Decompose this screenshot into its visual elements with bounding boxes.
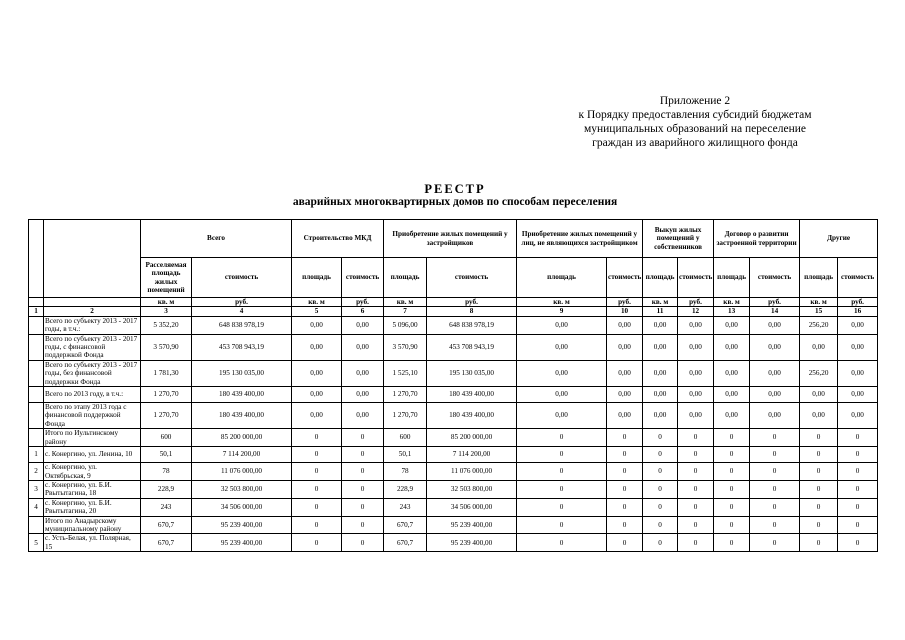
value-cell: 0 <box>643 463 678 481</box>
unit-cell: руб. <box>838 298 878 307</box>
value-cell: 453 708 943,19 <box>427 334 517 360</box>
group-header-row <box>29 220 878 258</box>
row-name-cell: Всего по этапу 2013 года с финансовой поддержкой Фонда <box>44 403 141 429</box>
value-cell: 0,00 <box>838 360 878 386</box>
value-cell: 3 570,90 <box>141 334 192 360</box>
value-cell: 95 239 400,00 <box>192 516 292 534</box>
value-cell: 32 503 800,00 <box>427 480 517 498</box>
table-row <box>29 447 878 463</box>
value-cell: 0 <box>517 463 607 481</box>
value-cell: 0,00 <box>800 334 838 360</box>
group-header: Приобретение жилых помещений у лиц, не являющихся застройщиком <box>517 220 643 258</box>
value-cell: 0 <box>750 429 800 447</box>
value-cell: 0,00 <box>678 360 714 386</box>
value-cell: 0 <box>342 534 384 552</box>
value-cell: 0 <box>714 463 750 481</box>
value-cell: 5 352,20 <box>141 316 192 334</box>
value-cell: 453 708 943,19 <box>192 334 292 360</box>
subheader-cell: стоимость <box>838 258 878 298</box>
group-header: Приобретение жилых помещений у застройщиков <box>384 220 517 258</box>
row-name-cell: Всего по 2013 году, в т.ч.: <box>44 387 141 403</box>
value-cell: 0 <box>342 498 384 516</box>
value-cell: 0,00 <box>607 360 643 386</box>
value-cell: 0,00 <box>292 316 342 334</box>
appendix-line: муниципальных образований на переселение <box>583 123 807 135</box>
value-cell: 0,00 <box>750 334 800 360</box>
unit-cell: кв. м <box>384 298 427 307</box>
value-cell: 11 076 000,00 <box>192 463 292 481</box>
value-cell: 0 <box>800 498 838 516</box>
value-cell: 256,20 <box>800 316 838 334</box>
value-cell: 0 <box>607 447 643 463</box>
value-cell: 0,00 <box>342 316 384 334</box>
column-number-cell: 8 <box>427 307 517 316</box>
value-cell: 50,1 <box>384 447 427 463</box>
value-cell: 0,00 <box>678 387 714 403</box>
value-cell: 180 439 400,00 <box>427 387 517 403</box>
value-cell: 0,00 <box>517 387 607 403</box>
column-number-cell: 14 <box>750 307 800 316</box>
column-number-cell: 16 <box>838 307 878 316</box>
value-cell: 1 270,70 <box>384 403 427 429</box>
value-cell: 0 <box>643 498 678 516</box>
value-cell: 0,00 <box>643 387 678 403</box>
value-cell: 85 200 000,00 <box>427 429 517 447</box>
registry-heading <box>200 183 710 209</box>
value-cell: 78 <box>141 463 192 481</box>
value-cell: 0 <box>838 498 878 516</box>
appendix-line: к Порядку предоставления субсидий бюджетам <box>578 109 812 121</box>
value-cell: 0 <box>838 429 878 447</box>
value-cell: 0 <box>800 534 838 552</box>
table-row <box>29 429 878 447</box>
value-cell: 0,00 <box>607 316 643 334</box>
unit-cell: кв. м <box>800 298 838 307</box>
subheader-cell: стоимость <box>427 258 517 298</box>
value-cell: 0,00 <box>714 316 750 334</box>
subheader-cell: стоимость <box>192 258 292 298</box>
value-cell: 0 <box>838 480 878 498</box>
value-cell: 0,00 <box>714 360 750 386</box>
value-cell: 0,00 <box>678 403 714 429</box>
column-number-cell: 10 <box>607 307 643 316</box>
value-cell: 0,00 <box>643 316 678 334</box>
value-cell: 0,00 <box>342 403 384 429</box>
value-cell: 600 <box>141 429 192 447</box>
unit-cell: руб. <box>607 298 643 307</box>
value-cell: 0,00 <box>643 403 678 429</box>
row-number-cell <box>29 403 44 429</box>
value-cell: 11 076 000,00 <box>427 463 517 481</box>
value-cell: 3 570,90 <box>384 334 427 360</box>
value-cell: 0,00 <box>342 387 384 403</box>
column-number-row <box>29 307 878 316</box>
value-cell: 0 <box>517 447 607 463</box>
value-cell: 95 239 400,00 <box>427 534 517 552</box>
subheader-cell: площадь <box>292 258 342 298</box>
value-cell: 78 <box>384 463 427 481</box>
row-name-cell: Всего по субъекту 2013 - 2017 годы, с финансовой поддержкой Фонда <box>44 334 141 360</box>
value-cell: 0 <box>517 516 607 534</box>
value-cell: 1 270,70 <box>141 403 192 429</box>
value-cell: 0 <box>342 447 384 463</box>
value-cell: 0 <box>800 480 838 498</box>
value-cell: 0,00 <box>714 334 750 360</box>
value-cell: 0 <box>292 498 342 516</box>
value-cell: 7 114 200,00 <box>427 447 517 463</box>
empty-unit-cell <box>44 298 141 307</box>
subheader-cell: Расселяемая площадь жилых помещений <box>141 258 192 298</box>
subheader-cell: стоимость <box>750 258 800 298</box>
table-body <box>29 316 878 551</box>
value-cell: 0 <box>607 463 643 481</box>
value-cell: 670,7 <box>384 534 427 552</box>
row-number-cell <box>29 334 44 360</box>
subheader-cell: площадь <box>643 258 678 298</box>
row-number-cell: 2 <box>29 463 44 481</box>
row-name-cell: с. Усть-Белая, ул. Полярная, 15 <box>44 534 141 552</box>
row-name-cell: Итого по Иультинскому району <box>44 429 141 447</box>
appendix-title: Приложение 2 <box>659 95 731 107</box>
value-cell: 0 <box>607 480 643 498</box>
value-cell: 0 <box>678 516 714 534</box>
column-number-cell: 13 <box>714 307 750 316</box>
value-cell: 95 239 400,00 <box>427 516 517 534</box>
value-cell: 0,00 <box>643 360 678 386</box>
value-cell: 180 439 400,00 <box>192 387 292 403</box>
value-cell: 0 <box>678 480 714 498</box>
value-cell: 0 <box>643 480 678 498</box>
column-number-cell: 7 <box>384 307 427 316</box>
value-cell: 85 200 000,00 <box>192 429 292 447</box>
table-row <box>29 316 878 334</box>
unit-cell: кв. м <box>141 298 192 307</box>
group-header: Выкуп жилых помещений у собственников <box>643 220 714 258</box>
row-number-cell: 1 <box>29 447 44 463</box>
value-cell: 228,9 <box>141 480 192 498</box>
unit-cell: кв. м <box>292 298 342 307</box>
value-cell: 0 <box>517 429 607 447</box>
unit-cell: руб. <box>678 298 714 307</box>
value-cell: 0 <box>838 516 878 534</box>
value-cell: 0 <box>517 480 607 498</box>
value-cell: 0 <box>292 480 342 498</box>
table-row <box>29 387 878 403</box>
registry-table <box>28 219 878 552</box>
row-number-cell <box>29 316 44 334</box>
subheader-cell: площадь <box>714 258 750 298</box>
row-number-cell <box>29 360 44 386</box>
row-name-cell: с. Конергино, ул. Б.И. Рвытытагина, 18 <box>44 480 141 498</box>
value-cell: 0 <box>292 516 342 534</box>
value-cell: 0,00 <box>607 403 643 429</box>
value-cell: 0 <box>342 429 384 447</box>
value-cell: 0,00 <box>607 334 643 360</box>
empty-header-cell <box>44 220 141 298</box>
value-cell: 0 <box>750 534 800 552</box>
value-cell: 0,00 <box>607 387 643 403</box>
value-cell: 0 <box>678 463 714 481</box>
value-cell: 0 <box>750 498 800 516</box>
value-cell: 228,9 <box>384 480 427 498</box>
value-cell: 0 <box>643 534 678 552</box>
empty-unit-cell <box>29 298 44 307</box>
empty-header-cell <box>29 220 44 298</box>
column-number-cell: 9 <box>517 307 607 316</box>
value-cell: 0 <box>838 447 878 463</box>
group-header: Всего <box>141 220 292 258</box>
value-cell: 0,00 <box>750 360 800 386</box>
value-cell: 256,20 <box>800 360 838 386</box>
value-cell: 180 439 400,00 <box>427 403 517 429</box>
value-cell: 0,00 <box>750 316 800 334</box>
value-cell: 0 <box>292 429 342 447</box>
value-cell: 0 <box>607 516 643 534</box>
value-cell: 0,00 <box>838 334 878 360</box>
value-cell: 0 <box>678 429 714 447</box>
value-cell: 0,00 <box>292 403 342 429</box>
value-cell: 95 239 400,00 <box>192 534 292 552</box>
unit-cell: руб. <box>192 298 292 307</box>
value-cell: 0 <box>750 463 800 481</box>
value-cell: 0 <box>714 429 750 447</box>
value-cell: 0,00 <box>800 403 838 429</box>
value-cell: 0 <box>838 534 878 552</box>
value-cell: 0,00 <box>517 403 607 429</box>
value-cell: 0 <box>714 447 750 463</box>
subheader-cell: площадь <box>517 258 607 298</box>
value-cell: 1 270,70 <box>384 387 427 403</box>
value-cell: 0 <box>678 534 714 552</box>
value-cell: 0 <box>607 498 643 516</box>
unit-cell: кв. м <box>714 298 750 307</box>
value-cell: 0 <box>714 480 750 498</box>
value-cell: 0 <box>714 516 750 534</box>
value-cell: 0,00 <box>750 387 800 403</box>
value-cell: 0 <box>800 429 838 447</box>
value-cell: 180 439 400,00 <box>192 403 292 429</box>
value-cell: 0,00 <box>678 316 714 334</box>
value-cell: 0,00 <box>678 334 714 360</box>
appendix-line: граждан из аварийного жилищного фонда <box>592 137 798 149</box>
value-cell: 0 <box>838 463 878 481</box>
column-number-cell: 1 <box>29 307 44 316</box>
subheader-cell: стоимость <box>342 258 384 298</box>
value-cell: 670,7 <box>141 516 192 534</box>
value-cell: 0 <box>292 463 342 481</box>
value-cell: 243 <box>141 498 192 516</box>
value-cell: 670,7 <box>141 534 192 552</box>
value-cell: 0,00 <box>838 316 878 334</box>
value-cell: 0,00 <box>342 360 384 386</box>
value-cell: 34 506 000,00 <box>192 498 292 516</box>
value-cell: 0,00 <box>643 334 678 360</box>
value-cell: 5 096,00 <box>384 316 427 334</box>
value-cell: 0,00 <box>292 334 342 360</box>
value-cell: 0 <box>800 463 838 481</box>
subheader-cell: стоимость <box>607 258 643 298</box>
row-number-cell: 5 <box>29 534 44 552</box>
table-row <box>29 480 878 498</box>
unit-row <box>29 298 878 307</box>
column-number-cell: 11 <box>643 307 678 316</box>
value-cell: 0,00 <box>517 360 607 386</box>
unit-cell: руб. <box>750 298 800 307</box>
unit-cell: руб. <box>342 298 384 307</box>
row-number-cell <box>29 516 44 534</box>
value-cell: 0 <box>342 480 384 498</box>
column-number-cell: 6 <box>342 307 384 316</box>
table-row <box>29 534 878 552</box>
unit-cell: кв. м <box>517 298 607 307</box>
table-row <box>29 360 878 386</box>
value-cell: 670,7 <box>384 516 427 534</box>
value-cell: 195 130 035,00 <box>427 360 517 386</box>
value-cell: 0,00 <box>714 403 750 429</box>
column-number-cell: 2 <box>44 307 141 316</box>
row-name-cell: Всего по субъекту 2013 - 2017 годы, без финансовой поддержки Фонда <box>44 360 141 386</box>
table-row <box>29 334 878 360</box>
column-number-cell: 5 <box>292 307 342 316</box>
value-cell: 648 838 978,19 <box>192 316 292 334</box>
value-cell: 0 <box>750 447 800 463</box>
row-number-cell <box>29 429 44 447</box>
value-cell: 0 <box>800 447 838 463</box>
value-cell: 1 781,30 <box>141 360 192 386</box>
subheader-cell: стоимость <box>678 258 714 298</box>
value-cell: 0 <box>643 516 678 534</box>
table-row <box>29 498 878 516</box>
value-cell: 0,00 <box>838 403 878 429</box>
column-number-cell: 12 <box>678 307 714 316</box>
row-name-cell: с. Конергино, ул. Октябрьская, 9 <box>44 463 141 481</box>
table-row <box>29 516 878 534</box>
value-cell: 0,00 <box>342 334 384 360</box>
value-cell: 0 <box>714 498 750 516</box>
column-number-cell: 3 <box>141 307 192 316</box>
row-name-cell: с. Конергино, ул. Б.И. Рвытытагина, 20 <box>44 498 141 516</box>
row-name-cell: Всего по субъекту 2013 - 2017 годы, в т.ч.: <box>44 316 141 334</box>
value-cell: 1 270,70 <box>141 387 192 403</box>
group-header: Договор о развитии застроенной территории <box>714 220 800 258</box>
value-cell: 0 <box>517 498 607 516</box>
value-cell: 0 <box>643 429 678 447</box>
value-cell: 0 <box>342 463 384 481</box>
subheader-row <box>29 258 878 298</box>
registry-subtitle: аварийных многоквартирных домов по способам переселения <box>292 196 618 208</box>
value-cell: 195 130 035,00 <box>192 360 292 386</box>
value-cell: 0 <box>292 447 342 463</box>
appendix-block <box>560 94 830 150</box>
column-number-cell: 4 <box>192 307 292 316</box>
value-cell: 600 <box>384 429 427 447</box>
value-cell: 0 <box>342 516 384 534</box>
value-cell: 1 525,10 <box>384 360 427 386</box>
column-number-cell: 15 <box>800 307 838 316</box>
value-cell: 0 <box>292 534 342 552</box>
value-cell: 0 <box>678 498 714 516</box>
row-name-cell: с. Конергино, ул. Ленина, 10 <box>44 447 141 463</box>
value-cell: 0,00 <box>714 387 750 403</box>
row-number-cell <box>29 387 44 403</box>
value-cell: 34 506 000,00 <box>427 498 517 516</box>
value-cell: 32 503 800,00 <box>192 480 292 498</box>
value-cell: 0 <box>517 534 607 552</box>
unit-cell: руб. <box>427 298 517 307</box>
row-number-cell: 4 <box>29 498 44 516</box>
value-cell: 0 <box>750 480 800 498</box>
subheader-cell: площадь <box>384 258 427 298</box>
value-cell: 0,00 <box>292 360 342 386</box>
value-cell: 0,00 <box>517 316 607 334</box>
value-cell: 0 <box>607 534 643 552</box>
value-cell: 0,00 <box>838 387 878 403</box>
unit-cell: кв. м <box>643 298 678 307</box>
value-cell: 0 <box>750 516 800 534</box>
table-row <box>29 463 878 481</box>
value-cell: 0 <box>643 447 678 463</box>
table-row <box>29 403 878 429</box>
value-cell: 0 <box>607 429 643 447</box>
subheader-cell: площадь <box>800 258 838 298</box>
value-cell: 0,00 <box>750 403 800 429</box>
value-cell: 50,1 <box>141 447 192 463</box>
row-number-cell: 3 <box>29 480 44 498</box>
value-cell: 0 <box>800 516 838 534</box>
value-cell: 0,00 <box>517 334 607 360</box>
registry-title: РЕЕСТР <box>424 182 486 196</box>
value-cell: 7 114 200,00 <box>192 447 292 463</box>
group-header: Строительство МКД <box>292 220 384 258</box>
value-cell: 243 <box>384 498 427 516</box>
value-cell: 0,00 <box>292 387 342 403</box>
value-cell: 0 <box>714 534 750 552</box>
group-header: Другие <box>800 220 878 258</box>
value-cell: 0 <box>678 447 714 463</box>
row-name-cell: Итого по Анадырскому муниципальному району <box>44 516 141 534</box>
value-cell: 0,00 <box>800 387 838 403</box>
value-cell: 648 838 978,19 <box>427 316 517 334</box>
